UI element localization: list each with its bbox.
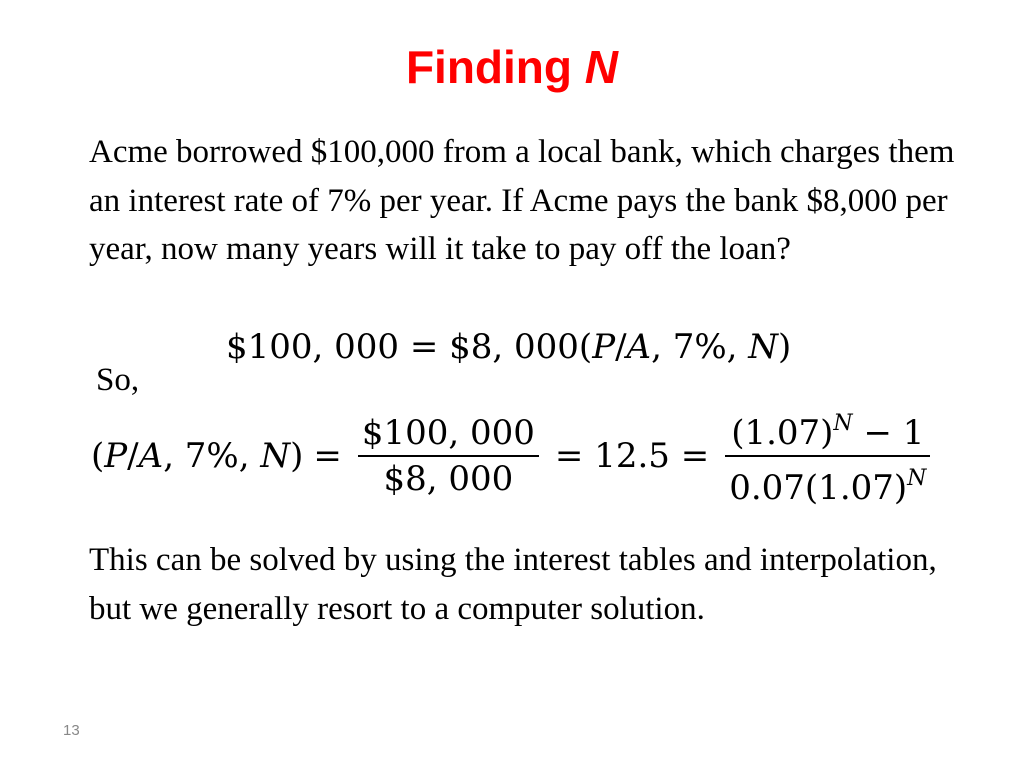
eq2-close: ) [290, 436, 304, 476]
eq2-slash: / [127, 436, 139, 476]
so-label: So, [96, 362, 140, 398]
page-number: 13 [63, 722, 80, 739]
eq2-result: = 12.5 = [554, 436, 710, 476]
eq2-a: A [138, 436, 164, 476]
fraction-bar [725, 455, 930, 457]
eq2-p: P [104, 436, 128, 476]
eq2-equals: = [313, 436, 342, 476]
num-base: (1.07) [731, 413, 834, 453]
fraction-formula-numerator [727, 404, 928, 453]
num-minus-one: − 1 [852, 413, 925, 453]
equation-factor [91, 406, 936, 506]
eq2-n: N [260, 436, 291, 476]
eq1-lhs: $100, 000 = $8, 000( [226, 327, 593, 367]
fraction-amounts-denominator: $8, 000 [383, 459, 514, 499]
eq1-slash: / [615, 327, 627, 367]
den-exponent: N [907, 466, 927, 491]
problem-paragraph: Acme borrowed $100,000 from a local bank, which charges them an interest rate of 7% per year. If Acme pays the bank $8,000 per year, now many years will it take to pay off the loan? [89, 134, 955, 267]
equation-payment [226, 325, 791, 369]
eq2-factor [91, 436, 303, 476]
solution-paragraph: This can be solved by using the interest tables and interpolation, but we generally resort to a computer solution. [89, 542, 937, 627]
slide-title [0, 41, 1024, 93]
eq1-n: N [748, 327, 779, 367]
fraction-amounts-numerator: $100, 000 [361, 413, 535, 453]
fraction-amounts [358, 413, 539, 499]
num-exponent: N [833, 411, 853, 436]
fraction-formula-denominator [725, 459, 930, 508]
eq1-a: A [626, 327, 652, 367]
title-variable: N [584, 41, 619, 93]
eq1-rate: , 7%, [651, 327, 749, 367]
den-base: 0.07(1.07) [729, 468, 908, 508]
title-text: Finding [405, 41, 585, 93]
eq2-rate: , 7%, [163, 436, 261, 476]
eq2-open: ( [91, 436, 105, 476]
fraction-bar [358, 455, 539, 457]
eq1-p: P [592, 327, 616, 367]
fraction-formula [725, 404, 930, 508]
eq1-close: ) [778, 327, 792, 367]
